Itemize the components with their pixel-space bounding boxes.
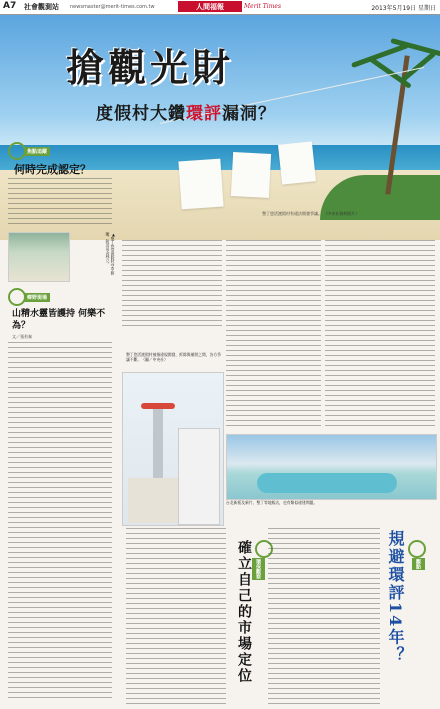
sub-headline-highlight: 環評 xyxy=(186,104,222,124)
article-text xyxy=(8,342,112,702)
building-shape xyxy=(178,428,220,525)
sub-headline-part: 度假村大鑽 xyxy=(96,104,186,124)
column-headline: 山精水靈皆護持 何樂不為？ xyxy=(12,309,106,331)
section-name: 社會觀測站 xyxy=(24,3,59,11)
article-text xyxy=(8,178,112,228)
article-text xyxy=(226,240,321,430)
photo-credit: （圖／中央社） xyxy=(141,357,168,362)
article-text xyxy=(122,240,222,328)
resort-photo xyxy=(8,232,70,282)
byline: 文／張若秦 xyxy=(12,334,32,339)
main-headline: 搶觀光財 xyxy=(66,45,235,90)
pool-shape xyxy=(257,473,397,493)
vertical-headline: 規避環評14年？ xyxy=(386,530,405,665)
building-shape xyxy=(128,478,178,523)
towel xyxy=(278,141,316,184)
article-text xyxy=(325,240,435,430)
towel xyxy=(231,152,271,198)
tower-shape xyxy=(153,409,163,479)
column-headline: 何時完成認定？ xyxy=(14,163,91,176)
tower-photo xyxy=(122,372,224,526)
towel xyxy=(178,159,223,210)
sub-headline-part: 漏洞？ xyxy=(222,104,276,124)
photo-caption xyxy=(126,352,221,362)
vertical-headline: 確立自己的市場定位 xyxy=(236,540,252,684)
section-tag: 鄉野現場 xyxy=(24,293,50,302)
sub-headline xyxy=(96,99,276,124)
section-tag: 觀點 xyxy=(412,558,425,570)
page-header xyxy=(0,0,440,15)
photo-caption-text: 墾丁悠活渡假村被指違規開發，拆除與補照之間，各方爭議不斷。 xyxy=(126,352,221,362)
article-text xyxy=(268,528,380,704)
section-email: newsmaster@merit-times.com.tw xyxy=(70,4,155,10)
newspaper-logo-en: Merit Times xyxy=(244,3,282,10)
issue-date: 2013年5月19日 星期日 xyxy=(371,5,436,12)
newspaper-logo: 人間福報 xyxy=(178,1,242,12)
section-tag: 焦點追蹤 xyxy=(24,147,50,156)
pool-photo xyxy=(226,434,437,500)
photo-caption: 台北新板及新竹、墾丁等地飯店，也有類似違建問題。 xyxy=(226,500,318,505)
hero-caption: 墾丁悠活渡假村有違法開發爭議。 （中央社資料照片） xyxy=(262,211,360,216)
page-number: A7 xyxy=(3,1,17,11)
article-text xyxy=(126,528,226,704)
heart-icon xyxy=(408,540,426,558)
photo-caption: ▲墾丁悠活渡假村空中俯瞰，附近房舍林立。 xyxy=(106,232,116,275)
section-tag: 環保觀察 xyxy=(252,558,265,580)
